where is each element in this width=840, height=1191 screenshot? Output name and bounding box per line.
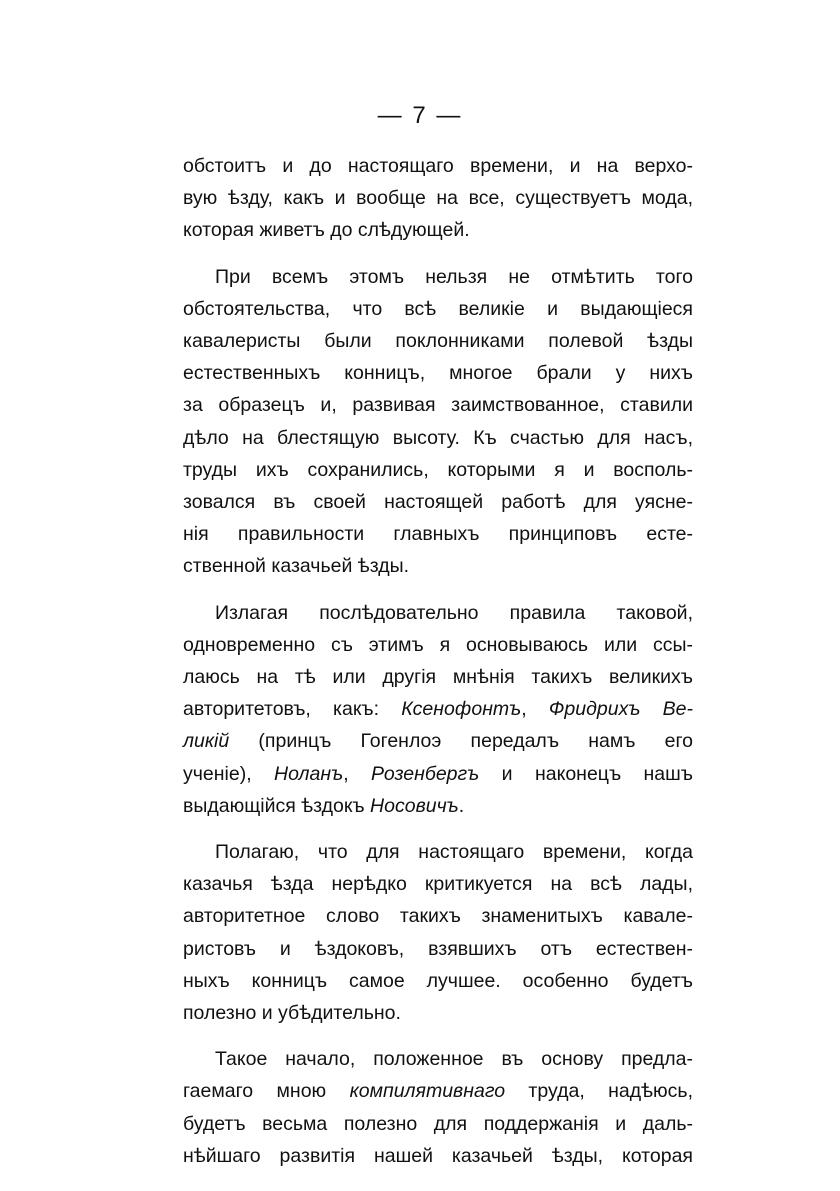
text-line: естественныхъ конницъ, многое брали у нихъ bbox=[183, 362, 693, 385]
text-line: нѣйшаго развитія нашей казачьей ѣзды, которая bbox=[183, 1144, 693, 1167]
text-line: одновременно съ этимъ я основываюсь или ссы- bbox=[183, 633, 693, 656]
text-line: ристовъ и ѣздоковъ, взявшихъ отъ естествен- bbox=[183, 937, 693, 960]
paragraph-4 bbox=[183, 836, 693, 1029]
text-line: казачья ѣзда нерѣдко критикуется на всѣ лады, bbox=[183, 873, 693, 896]
emphasized-word: компилятивнаго bbox=[349, 1080, 506, 1103]
text-line: полезно и убѣдительно. bbox=[183, 1002, 401, 1025]
text-line: ственной казачьей ѣзды. bbox=[183, 555, 410, 578]
text-line: ученіе), Ноланъ, Розенбергъ и наконецъ нашъ bbox=[183, 762, 693, 785]
author-name: Розенбергъ bbox=[371, 762, 480, 785]
text-line: Полагаю, что для настоящаго времени, когда bbox=[215, 841, 693, 864]
text-line: авторитетовъ, какъ: Ксенофонтъ, Фридрихъ Ве- bbox=[183, 698, 693, 721]
author-name: Носовичъ bbox=[370, 794, 459, 817]
text-line: лаюсь на тѣ или другія мнѣнія такихъ великихъ bbox=[183, 666, 693, 689]
text-line: кавалеристы были поклонниками полевой ѣзды bbox=[183, 330, 693, 353]
text-line: выдающійся ѣздокъ Носовичъ. bbox=[183, 794, 465, 817]
paragraph-3 bbox=[183, 597, 693, 822]
text-line: ныхъ конницъ самое лучшее. особенно будетъ bbox=[183, 969, 693, 992]
text-line: При всемъ этомъ нельзя не отмѣтить того bbox=[215, 265, 693, 288]
text-line: ликій (принцъ Гогенлоэ передалъ намъ его bbox=[183, 730, 693, 753]
text-line: нія правильности главныхъ принциповъ есте- bbox=[183, 523, 693, 546]
author-name: ликій bbox=[183, 730, 230, 753]
paragraph-5 bbox=[183, 1043, 693, 1172]
text-line: Излагая послѣдовательно правила таковой, bbox=[215, 601, 693, 624]
text-line: вую ѣзду, какъ и вообще на все, существуетъ мода, bbox=[183, 187, 693, 210]
author-name: Ноланъ bbox=[274, 762, 344, 785]
text-line: будетъ весьма полезно для поддержанія и даль- bbox=[183, 1112, 693, 1135]
text-line: обстоятельства, что всѣ великіе и выдающіеся bbox=[183, 297, 693, 320]
text-line: Такое начало, положенное въ основу предла- bbox=[215, 1048, 693, 1071]
paragraph-2 bbox=[183, 261, 693, 583]
text-line: дѣло на блестящую высоту. Къ счастью для насъ, bbox=[183, 426, 693, 449]
body-text bbox=[183, 150, 693, 1186]
text-line: гаемаго мною компилятивнаго труда, надѣюсь, bbox=[183, 1080, 694, 1103]
text-line: за образецъ и, развивая заимствованное, ставили bbox=[183, 394, 693, 417]
text-line: труды ихъ сохранились, которыми я и восполь- bbox=[183, 458, 693, 481]
author-name: Фридрихъ Ве- bbox=[548, 698, 693, 721]
author-name: Ксенофонтъ bbox=[401, 698, 522, 721]
text-line: зовался въ своей настоящей работѣ для уясне- bbox=[183, 491, 693, 514]
text-line: которая живетъ до слѣдующей. bbox=[183, 219, 470, 242]
page-number: — 7 — bbox=[377, 102, 463, 129]
paragraph-1 bbox=[183, 150, 693, 247]
text-line: авторитетное слово такихъ знаменитыхъ кавале- bbox=[183, 905, 693, 928]
text-line: обстоитъ и до настоящаго времени, и на верхо- bbox=[183, 155, 693, 177]
